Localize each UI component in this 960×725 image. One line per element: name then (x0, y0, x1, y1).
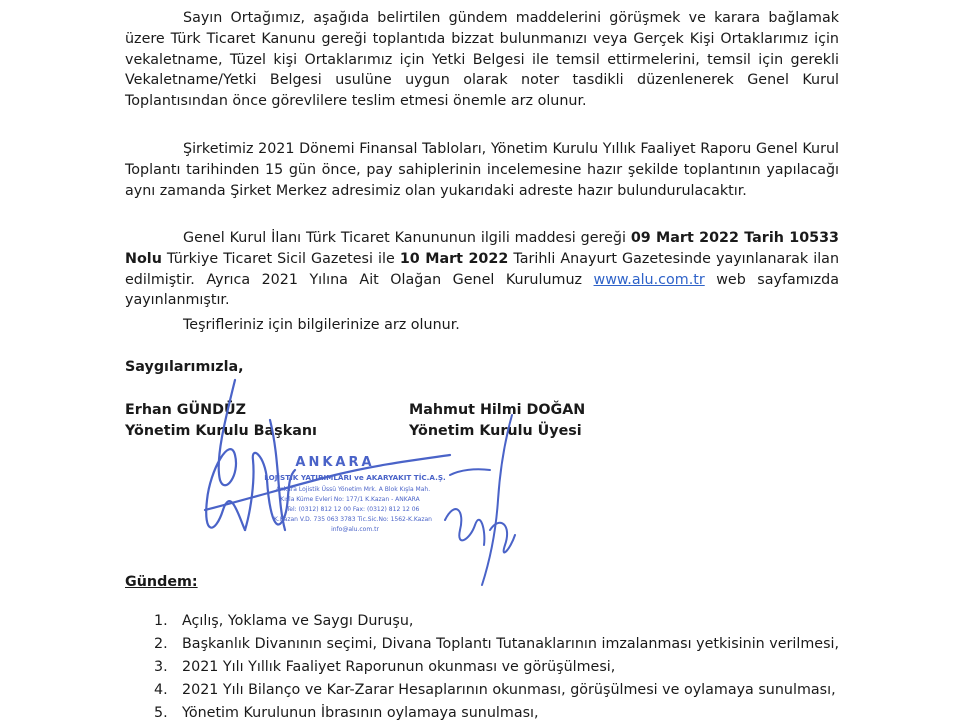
paragraph-text: Şirketimiz 2021 Dönemi Finansal Tabloları, Yönetim Kurulu Yıllık Faaliyet Raporu Genel Kurul Toplantı tarihinden 15 gün önce, pay sahiplerinin incelemesine hazır şekilde toplantının yapılacağı aynı zamanda Şirket Merkez adresimiz olan yukarıdaki adreste hazır bulundurulacaktır. (125, 141, 839, 199)
agenda-item (125, 679, 865, 702)
stamp-line-6: K.Kazan V.D. 735 063 3783 Tic.Sic.No: 1562-K.Kazan (274, 516, 432, 523)
stamp-line-2: LOJİSTİK YATIRIMLARI ve AKARYAKIT TİC.A.Ş. (264, 473, 446, 482)
agenda-list (125, 610, 865, 725)
agenda-item (125, 610, 865, 633)
paragraph-invitation (125, 8, 839, 112)
agenda-item (125, 702, 865, 725)
stamp-line-4: Kışla Küme Evleri No: 177/1 K.Kazan - ANKARA (280, 496, 420, 503)
website-link[interactable]: www.alu.com.tr (593, 271, 705, 288)
agenda-heading (125, 572, 198, 593)
signatory-1-name: Erhan GÜNDÜZ (125, 402, 246, 418)
stamp-line-7: info@alu.com.tr (331, 526, 379, 533)
agenda-item-text: Başkanlık Divanının seçimi, Divana Toplantı Tutanaklarının imzalanması yetkisinin verilmesi, (182, 636, 840, 652)
closing-salutation: Saygılarımızla, (125, 359, 244, 375)
signature-right-icon (420, 410, 530, 590)
agenda-item-number: 5. (154, 705, 168, 721)
agenda-item (125, 656, 865, 679)
signatory-1-title: Yönetim Kurulu Başkanı (125, 423, 317, 439)
paragraph-text: Teşrifleriniz için bilgilerinize arz olunur. (183, 317, 460, 333)
agenda-item-number: 4. (154, 682, 168, 698)
paragraph-text: Tarihli Anayurt Gazetesinde yayınlanarak ilan edilmiştir. Ayrıca 2021 Yılına Ait Olağan Genel Kurulumuz (125, 250, 840, 288)
agenda-item-number: 1. (154, 613, 168, 629)
agenda-item-text: 2021 Yılı Yıllık Faaliyet Raporunun okunması ve görüşülmesi, (182, 659, 616, 675)
agenda-item-number: 2. (154, 636, 168, 652)
signatory-2-title: Yönetim Kurulu Üyesi (409, 423, 582, 439)
paragraph-text: Genel Kurul İlanı Türk Ticaret Kanununun ilgili maddesi gereği (183, 230, 631, 246)
paragraph-financial-statements (125, 139, 839, 201)
agenda-item-text: 2021 Yılı Bilanço ve Kar-Zarar Hesaplarının okunması, görüşülmesi ve oylamaya sunulması, (182, 682, 836, 698)
paragraph-announcement (125, 228, 839, 311)
stamp-line-1: ANKARA (295, 455, 375, 470)
agenda-item (125, 633, 865, 656)
paragraph-closing-note (125, 315, 839, 336)
agenda-item-number: 3. (154, 659, 168, 675)
bold-text: 09 Mart 2022 Tarih 10533 Nolu (125, 230, 839, 267)
paragraph-text: Türkiye Ticaret Sicil Gazetesi ile (161, 250, 400, 267)
agenda-heading-text: Gündem: (125, 574, 198, 590)
paragraph-text: web sayfamızda yayınlanmıştır. (125, 271, 839, 309)
paragraph-text: Sayın Ortağımız, aşağıda belirtilen gündem maddelerini görüşmek ve karara bağlamak üzere Türk Ticaret Kanunu gereği toplantıda bizzat bulunmanızı veya Gerçek Kişi Ortaklarımız için vekaletname, Tüzel kişi Ortaklarımız için Yetki Belgesi ile temsil ettirmelerini, temsil için gerekli Vekaletname/Yetki Belgesi usulüne uygun olarak noter tasdikli düzenlenerek Genel Kurul Toplantısından önce görevlilere teslim etmesi önemle arz olunur. (125, 10, 839, 110)
agenda-item-text: Açılış, Yoklama ve Saygı Duruşu, (182, 613, 414, 629)
stamp-line-3: Ankara Lojistik Üssü Yönetim Mrk. A Blok Kışla Mah. (275, 486, 431, 493)
bold-text: 10 Mart 2022 (399, 250, 509, 267)
agenda-item-text: Yönetim Kurulunun İbrasının oylamaya sunulması, (182, 705, 539, 721)
signatory-2-name: Mahmut Hilmi DOĞAN (409, 402, 586, 418)
stamp-line-5: Tel: (0312) 812 12 00 Fax: (0312) 812 12 06 (286, 506, 420, 513)
